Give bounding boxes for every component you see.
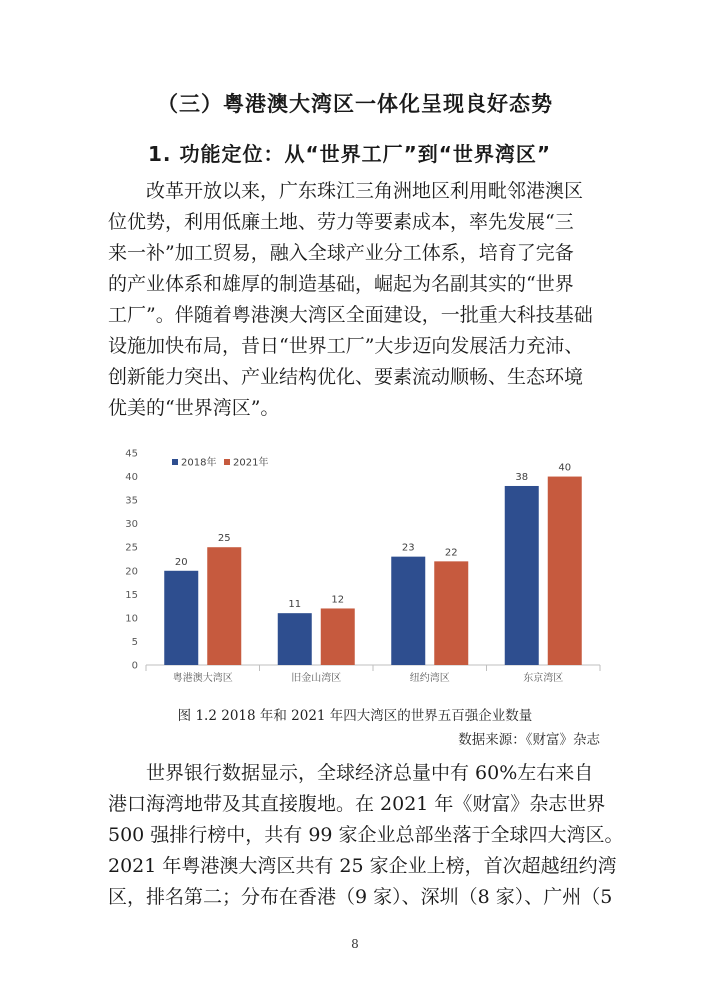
paragraph-line: 区，排名第二；分布在香港（9 家）、深圳（8 家）、广州（5	[108, 886, 613, 908]
y-tick-label: 45	[125, 448, 138, 460]
legend-swatch	[172, 459, 178, 465]
legend-swatch	[224, 459, 230, 465]
bar-chart-svg	[108, 445, 608, 695]
data-label: 11	[288, 599, 302, 611]
data-label: 20	[174, 556, 188, 568]
data-label: 22	[444, 547, 458, 559]
paragraph-line: 500 强排行榜中，共有 99 家企业总部坐落于全球四大湾区。	[108, 824, 624, 846]
paragraph-1	[108, 176, 600, 424]
x-tick-label: 纽约湾区	[409, 673, 450, 684]
y-tick-label: 0	[131, 660, 138, 672]
figure-caption: 图 1.2 2018 年和 2021 年四大湾区的世界五百强企业数量	[177, 708, 533, 724]
data-label: 25	[217, 533, 231, 545]
legend-label: 2018年	[181, 457, 217, 469]
bar	[548, 477, 582, 665]
section-title: （三）粤港澳大湾区一体化呈现良好态势	[157, 92, 553, 116]
figure-source: 数据来源：《财富》杂志	[458, 732, 600, 748]
bar-chart	[108, 445, 608, 695]
data-label: 23	[401, 542, 415, 554]
y-tick-label: 15	[125, 589, 138, 601]
bar	[278, 613, 312, 665]
y-tick-label: 20	[125, 566, 138, 578]
bar	[391, 557, 425, 665]
paragraph-line: 改革开放以来，广东珠江三角洲地区利用毗邻港澳区	[146, 180, 584, 202]
paragraph-line: 的产业体系和雄厚的制造基础，崛起为名副其实的“世界	[108, 273, 574, 295]
paragraph-line: 设施加快布局，昔日“世界工厂”大步迈向发展活力充沛、	[108, 335, 584, 357]
paragraph-line: 工厂”。伴随着粤港澳大湾区全面建设，一批重大科技基础	[108, 304, 593, 326]
y-tick-label: 40	[125, 472, 138, 484]
bar	[207, 547, 241, 665]
bar	[434, 561, 468, 665]
subsection-title: 1. 功能定位：从“世界工厂”到“世界湾区”	[148, 142, 552, 166]
y-tick-label: 25	[125, 542, 138, 554]
y-tick-label: 5	[131, 636, 138, 648]
page-number: 8	[351, 937, 359, 951]
paragraph-line: 优美的“世界湾区”。	[108, 397, 280, 419]
paragraph-line: 2021 年粤港澳大湾区共有 25 家企业上榜，首次超越纽约湾	[108, 855, 617, 877]
y-tick-label: 10	[125, 613, 138, 625]
paragraph-2	[108, 758, 624, 913]
paragraph-line: 创新能力突出、产业结构优化、要素流动顺畅、生态环境	[108, 366, 584, 388]
bar	[321, 608, 355, 665]
bar	[164, 571, 198, 665]
y-tick-label: 35	[125, 495, 138, 507]
data-label: 40	[558, 462, 572, 474]
bar	[505, 486, 539, 665]
data-label: 38	[515, 471, 529, 483]
x-tick-label: 粤港澳大湾区	[172, 673, 233, 684]
x-tick-label: 东京湾区	[523, 673, 564, 684]
paragraph-line: 世界银行数据显示，全球经济总量中有 60%左右来自	[146, 762, 594, 784]
data-label: 12	[331, 594, 345, 606]
paragraph-line: 位优势，利用低廉土地、劳力等要素成本，率先发展“三	[108, 211, 574, 233]
paragraph-line: 来一补”加工贸易，融入全球产业分工体系，培育了完备	[108, 242, 574, 264]
legend-label: 2021年	[233, 457, 269, 469]
paragraph-line: 港口海湾地带及其直接腹地。在 2021 年《财富》杂志世界	[108, 793, 606, 815]
x-tick-label: 旧金山湾区	[291, 673, 342, 684]
y-tick-label: 30	[125, 519, 138, 531]
